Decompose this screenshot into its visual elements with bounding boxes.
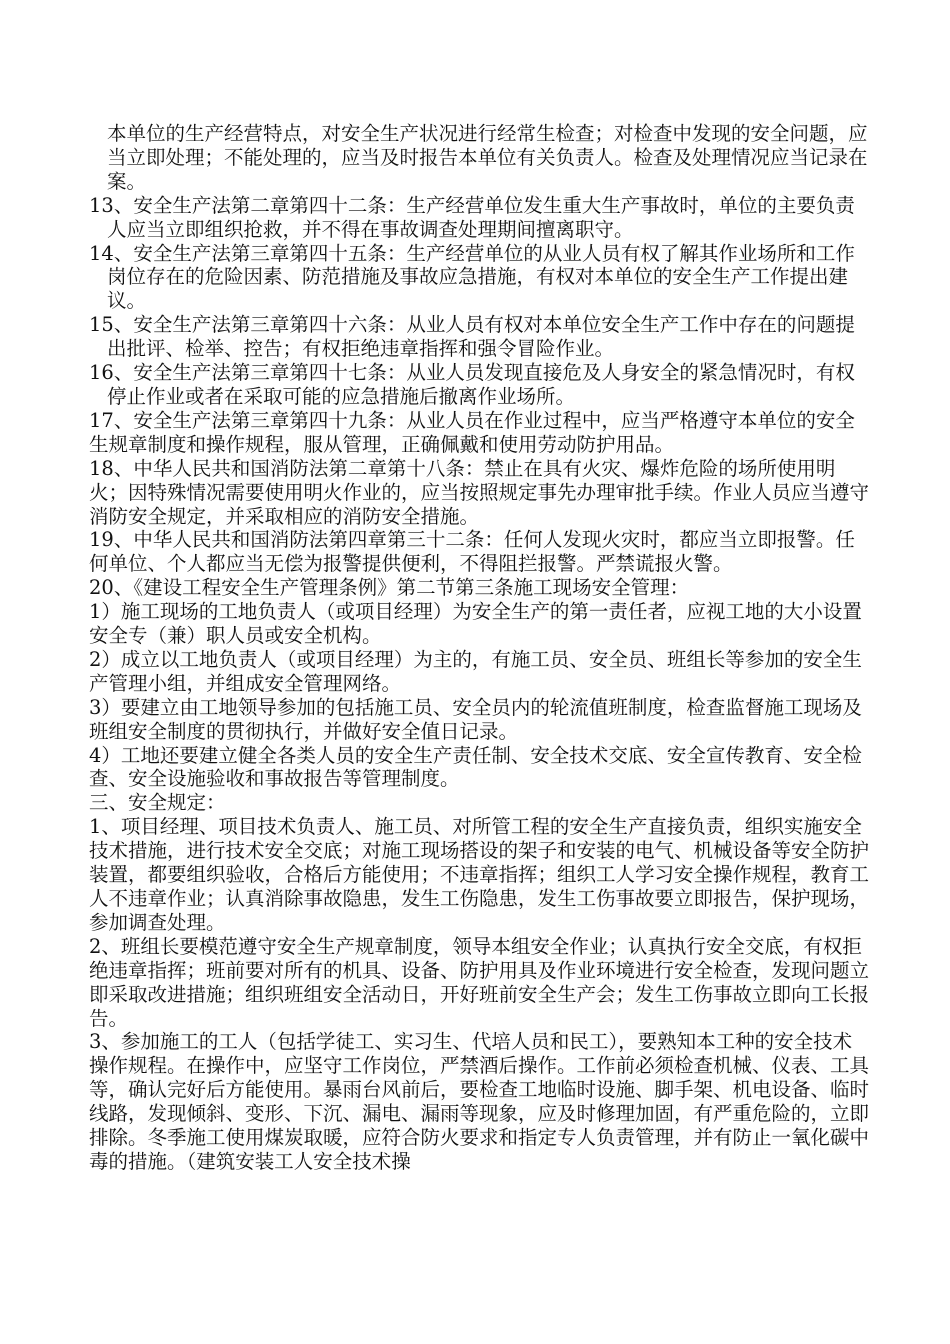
paragraph-item-13: 13、安全生产法第二章第四十二条：生产经营单位发生重大生产事故时，单位的主要负责人应当立即组织抢救，并不得在事故调查处理期间擅离职守。 — [89, 193, 855, 241]
paragraph-item-16: 16、安全生产法第三章第四十七条：从业人员发现直接危及人身安全的紧急情况时，有权停止作业或者在采取可能的应急措施后撤离作业场所。 — [89, 361, 855, 408]
paragraph-sub-4: 4）工地还要建立健全各类人员的安全生产责任制、安全技术交底、安全宣传教育、安全检查、安全设施验收和事故报告等管理制度。 — [89, 743, 862, 791]
paragraph-sub-2: 2）成立以工地负责人（或项目经理）为主的，有施工员、安全员、班组长等参加的安全生产管理小组，并组成安全管理网络。 — [89, 647, 862, 695]
paragraph-sub-3: 3）要建立由工地领导参加的包括施工员、安全员内的轮流值班制度，检查监督施工现场及班组安全制度的贯彻执行，并做好安全值日记录。 — [89, 695, 862, 743]
paragraph-item-15: 15、安全生产法第三章第四十六条：从业人员有权对本单位安全生产工作中存在的问题提出批评、检举、控告；有权拒绝违章指挥和强令冒险作业。 — [89, 313, 855, 361]
paragraph-rule-2: 2、班组长要模范遵守安全生产规章制度，领导本组安全作业；认真执行安全交底，有权拒绝违章指挥；班前要对所有的机具、设备、防护用具及作业环境进行安全检查，发现问题立即采取改进措施；组织班组安全活动日，开好班前安全生产会；发生工伤事故立即向工长报告。 — [89, 934, 870, 1030]
paragraph-item-20: 20、《建设工程安全生产管理条例》第二节第三条施工现场安全管理： — [89, 576, 690, 600]
paragraph-item-17: 17、安全生产法第三章第四十九条：从业人员在作业过程中，应当严格遵守本单位的安全生规章制度和操作规程，服从管理，正确佩戴和使用劳动防护用品。 — [89, 408, 855, 456]
document-body — [89, 122, 869, 1174]
paragraph-rule-1: 1、项目经理、项目技术负责人、施工员、对所管工程的安全生产直接负责，组织实施安全技术措施，进行技术安全交底；对施工现场搭设的架子和安装的电气、机械设备等安全防护装置，都要组织验收，合格后方能使用；不违章指挥；组织工人学习安全操作规程，教育工人不违章作业；认真消除事故隐患，发生工伤隐患，发生工伤事故要立即报告，保护现场，参加调查处理。 — [89, 815, 870, 934]
paragraph-item-14: 14、安全生产法第三章第四十五条：生产经营单位的从业人员有权了解其作业场所和工作岗位存在的危险因素、防范措施及事故应急措施，有权对本单位的安全生产工作提出建议。 — [89, 241, 855, 313]
paragraph-item-19: 19、中华人民共和国消防法第四章第三十二条：任何人发现火灾时，都应当立即报警。任何单位、个人都应当无偿为报警提供便利，不得阻拦报警。严禁谎报火警。 — [89, 528, 855, 576]
paragraph-item-18: 18、中华人民共和国消防法第二章第十八条：禁止在具有火灾、爆炸危险的场所使用明火；因特殊情况需要使用明火作业的，应当按照规定事先办理审批手续。作业人员应当遵守消防安全规定，并采取相应的消防安全措施。 — [89, 456, 870, 528]
paragraph-continuation: 本单位的生产经营特点，对安全生产状况进行经常生检查；对检查中发现的安全问题，应当立即处理；不能处理的，应当及时报告本单位有关负责人。检查及处理情况应当记录在案。 — [107, 122, 868, 193]
paragraph-sub-1: 1）施工现场的工地负责人（或项目经理）为安全生产的第一责任者，应视工地的大小设置安全专（兼）职人员或安全机构。 — [89, 600, 862, 648]
section-heading: 三、安全规定： — [89, 791, 226, 815]
paragraph-rule-3: 3、参加施工的工人（包括学徒工、实习生、代培人员和民工），要熟知本工种的安全技术操作规程。在操作中，应坚守工作岗位，严禁酒后操作。工作前必须检查机械、仪表、工具等，确认完好后方能使用。暴雨台风前后，要检查工地临时设施、脚手架、机电设备、临时线路，发现倾斜、变形、下沉、漏电、漏雨等现象，应及时修理加固，有严重危险的，立即排除。冬季施工使用煤炭取暖，应符合防火要求和指定专人负责管理，并有防止一氧化碳中毒的措施。（建筑安装工人安全技术操 — [89, 1030, 870, 1173]
